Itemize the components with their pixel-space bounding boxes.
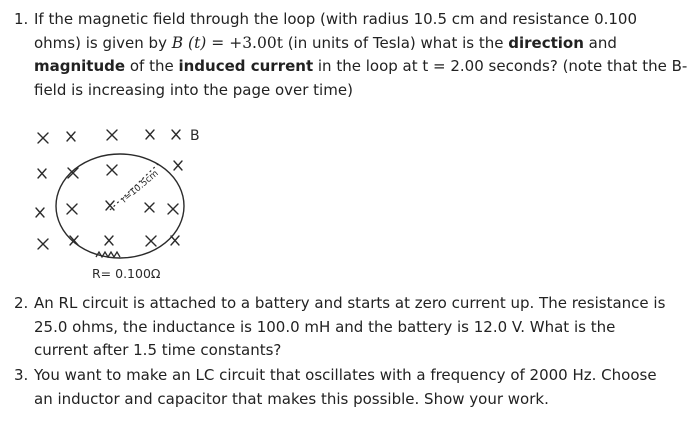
math-equation: = +3.00t [206,33,283,52]
math-b-of-t: B (t) [171,33,207,52]
radius-label: r=10.5cm [119,168,161,206]
x-mark [174,161,182,170]
question-1-line-3 [34,55,687,79]
x-mark [38,239,48,249]
question-number: 1. [14,10,29,28]
bold-term: induced current [178,57,314,76]
x-mark [172,130,180,139]
x-mark [171,236,179,245]
text: (in units of Tesla) what is the [282,33,509,52]
bold-term: magnitude [34,57,126,76]
text: ohms) is given by [34,33,172,52]
text: of the [125,57,179,76]
x-mark [38,169,46,178]
question-number: 2. [14,294,29,312]
x-mark [36,208,44,217]
question-3-line-1: You want to make an LC circuit that oscillates with a frequency of 2000 Hz. Choose [34,366,657,384]
x-mark [146,236,156,246]
field-b-label: B [190,128,200,144]
bold-term: direction [508,33,584,52]
question-3-line-2: an inductor and capacitor that makes this possible. Show your work. [34,389,549,408]
field-x-marks [36,130,182,249]
question-2-line-1: An RL circuit is attached to a battery and starts at zero current up. The resistance is [34,294,666,312]
resistor-symbol [96,252,120,257]
text: If the magnetic field through the loop (with radius 10.5 cm and resistance 0.100 [34,10,638,28]
question-1-line-2 [34,32,617,56]
x-mark [106,201,114,210]
question-1-line-4 [34,79,353,103]
x-mark [105,236,113,245]
x-mark [67,132,75,141]
x-mark [168,204,178,214]
x-mark [38,133,48,143]
x-mark [107,130,117,140]
question-2-line-2: 25.0 ohms, the inductance is 100.0 mH and the battery is 12.0 V. What is the [34,317,616,336]
x-mark [107,165,117,175]
handwritten-loop-diagram [28,124,228,290]
x-mark [145,203,154,212]
question-number: 3. [14,366,29,384]
question-2-line-3: current after 1.5 time constants? [34,341,282,360]
question-1-line-1 [34,8,637,32]
resistance-label: R= 0.100Ω [92,266,161,281]
text: and [583,33,617,52]
x-mark [67,204,77,214]
x-mark [146,130,154,139]
text: field is increasing into the page over time) [34,80,353,99]
text: in the loop at t = 2.00 seconds? (note that the B- [313,57,687,76]
